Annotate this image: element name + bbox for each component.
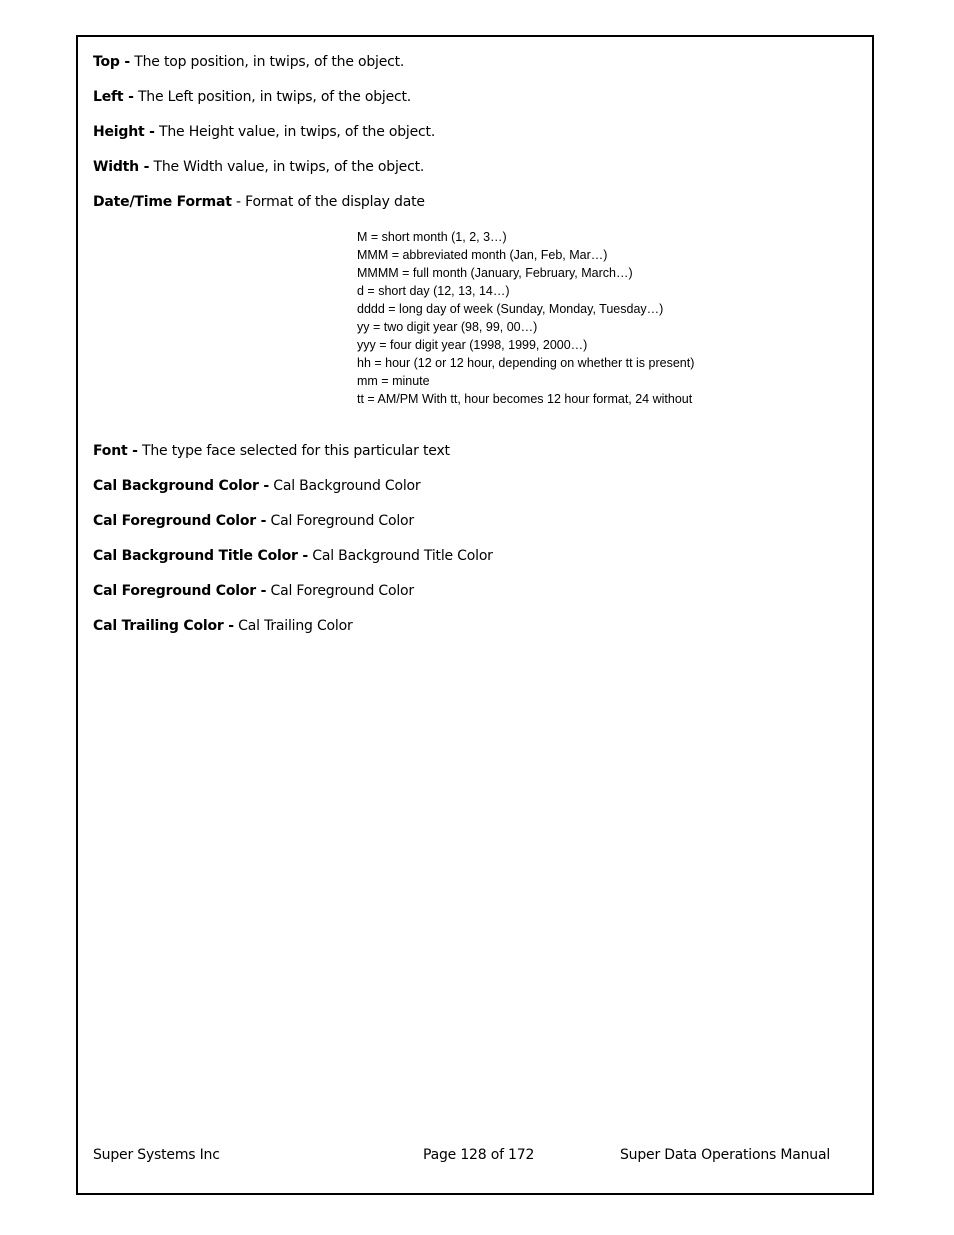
- property-description: Cal Trailing Color: [233, 618, 353, 634]
- property-description: The Height value, in twips, of the object.: [154, 124, 436, 140]
- format-code-item: yyy = four digit year (1998, 1999, 2000…): [357, 338, 588, 352]
- format-code-item: dddd = long day of week (Sunday, Monday, Tuesday…): [357, 302, 664, 316]
- format-code-item: M = short month (1, 2, 3…): [357, 230, 507, 244]
- property-term: Cal Background Color -: [93, 478, 269, 494]
- property-top: [93, 53, 404, 71]
- format-code-item: MMM = abbreviated month (Jan, Feb, Mar…): [357, 248, 608, 262]
- format-code-item: MMMM = full month (January, February, March…): [357, 266, 633, 280]
- format-code-item: yy = two digit year (98, 99, 00…): [357, 320, 538, 334]
- property-term: Date/Time Format: [93, 194, 232, 210]
- property-term: Cal Foreground Color -: [93, 513, 267, 529]
- property-description: The top position, in twips, of the object.: [130, 54, 405, 70]
- property-term: Cal Background Title Color -: [93, 548, 309, 564]
- property-cal-foreground-color-2: [93, 582, 414, 600]
- property-term: Left -: [93, 89, 134, 105]
- property-cal-background-color: [93, 477, 420, 495]
- property-term: Height -: [93, 124, 155, 140]
- format-code-item: hh = hour (12 or 12 hour, depending on whether tt is present): [357, 356, 695, 370]
- format-code-item: d = short day (12, 13, 14…): [357, 284, 510, 298]
- property-description: The Left position, in twips, of the object.: [133, 89, 412, 105]
- property-height: [93, 123, 435, 141]
- footer-manual-title: Super Data Operations Manual: [620, 1147, 831, 1163]
- property-term: Cal Trailing Color -: [93, 618, 234, 634]
- property-font: [93, 442, 450, 460]
- property-description: Cal Foreground Color: [266, 583, 414, 599]
- property-description: - Format of the display date: [231, 194, 425, 210]
- format-code-item: mm = minute: [357, 374, 430, 388]
- property-term: Cal Foreground Color -: [93, 583, 267, 599]
- property-date-time-format: [93, 193, 425, 211]
- footer-page-number: Page 128 of 172: [423, 1147, 535, 1163]
- property-description: Cal Background Color: [269, 478, 421, 494]
- property-description: Cal Foreground Color: [266, 513, 414, 529]
- property-cal-trailing-color: [93, 617, 353, 635]
- property-term: Font -: [93, 443, 138, 459]
- format-code-item: tt = AM/PM With tt, hour becomes 12 hour format, 24 without: [357, 392, 693, 406]
- property-width: [93, 158, 424, 176]
- property-cal-background-title-color: [93, 547, 493, 565]
- property-description: Cal Background Title Color: [308, 548, 493, 564]
- property-term: Width -: [93, 159, 150, 175]
- property-left: [93, 88, 411, 106]
- property-term: Top -: [93, 54, 131, 70]
- property-description: The Width value, in twips, of the object.: [149, 159, 425, 175]
- footer-company: Super Systems Inc: [93, 1147, 220, 1163]
- property-description: The type face selected for this particular text: [137, 443, 450, 459]
- property-cal-foreground-color: [93, 512, 414, 530]
- date-format-code-list: [357, 228, 694, 408]
